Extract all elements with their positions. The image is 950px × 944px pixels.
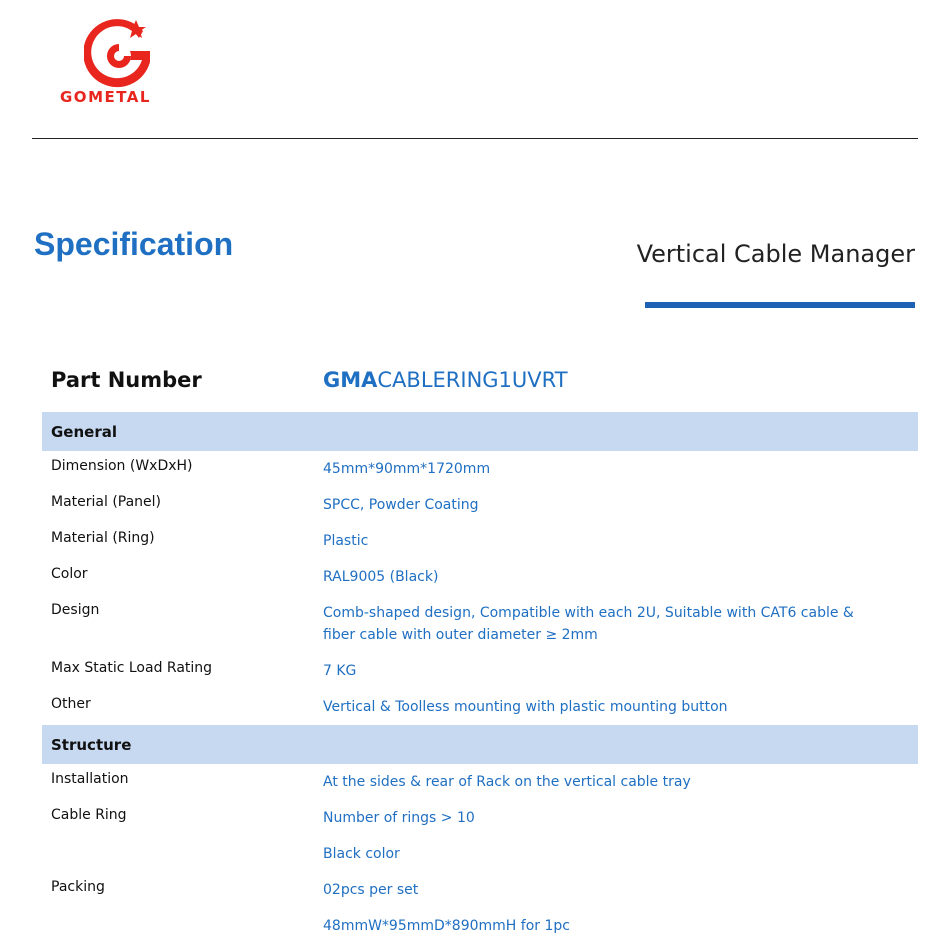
row-label (42, 836, 314, 872)
section-empty-cell (314, 412, 918, 451)
section-title: General (42, 412, 314, 451)
row-label: Dimension (WxDxH) (51, 458, 193, 474)
table-row (42, 908, 918, 944)
table-row (42, 595, 918, 653)
row-value: Plastic (323, 533, 369, 549)
product-name: Vertical Cable Manager (636, 240, 915, 268)
table-row (42, 800, 918, 836)
brand-name: GOMETAL (60, 88, 151, 106)
table-row (42, 689, 918, 725)
accent-bar (645, 302, 915, 308)
row-value: At the sides & rear of Rack on the vertical cable tray (323, 774, 691, 790)
row-label: Other (51, 696, 91, 712)
table-row (42, 764, 918, 800)
table-row (42, 523, 918, 559)
row-value: Black color (323, 846, 400, 862)
row-label: Packing (51, 879, 105, 895)
row-value: 48mmW*95mmD*890mmH for 1pc (323, 918, 570, 934)
spec-table (42, 412, 918, 944)
part-number-suffix: CABLERING1UVRT (377, 368, 568, 392)
section-empty-cell (314, 725, 918, 764)
section-title: Structure (42, 725, 314, 764)
header-divider (32, 138, 918, 139)
row-value: Comb-shaped design, Compatible with each 2U, Suitable with CAT6 cable & fiber cable with outer diameter ≥ 2mm (323, 605, 854, 643)
row-value: 02pcs per set (323, 882, 419, 898)
gometal-logo-icon (84, 18, 154, 88)
page-title: Specification (34, 226, 234, 262)
table-row (42, 836, 918, 872)
row-value: 45mm*90mm*1720mm (323, 461, 491, 477)
row-value: 7 KG (323, 663, 357, 679)
row-label: Design (51, 602, 100, 618)
row-value: Vertical & Toolless mounting with plastic mounting button (323, 699, 728, 715)
row-label: Installation (51, 771, 129, 787)
row-label: Color (51, 566, 88, 582)
row-label: Cable Ring (51, 807, 127, 823)
row-label: Material (Ring) (51, 530, 155, 546)
row-value: Number of rings > 10 (323, 810, 475, 826)
section-header-structure (42, 725, 918, 764)
row-label (42, 908, 314, 944)
table-row (42, 653, 918, 689)
part-number-value (323, 368, 568, 392)
row-label: Material (Panel) (51, 494, 162, 510)
part-number-label: Part Number (51, 368, 202, 392)
company-logo (58, 18, 178, 110)
row-label: Max Static Load Rating (51, 660, 213, 676)
table-row (42, 451, 918, 487)
row-value: RAL9005 (Black) (323, 569, 439, 585)
table-row (42, 487, 918, 523)
table-row (42, 559, 918, 595)
part-number-prefix: GMA (323, 368, 378, 392)
table-row (42, 872, 918, 908)
part-number-row (50, 366, 920, 398)
section-header-general (42, 412, 918, 451)
row-value: SPCC, Powder Coating (323, 497, 479, 513)
